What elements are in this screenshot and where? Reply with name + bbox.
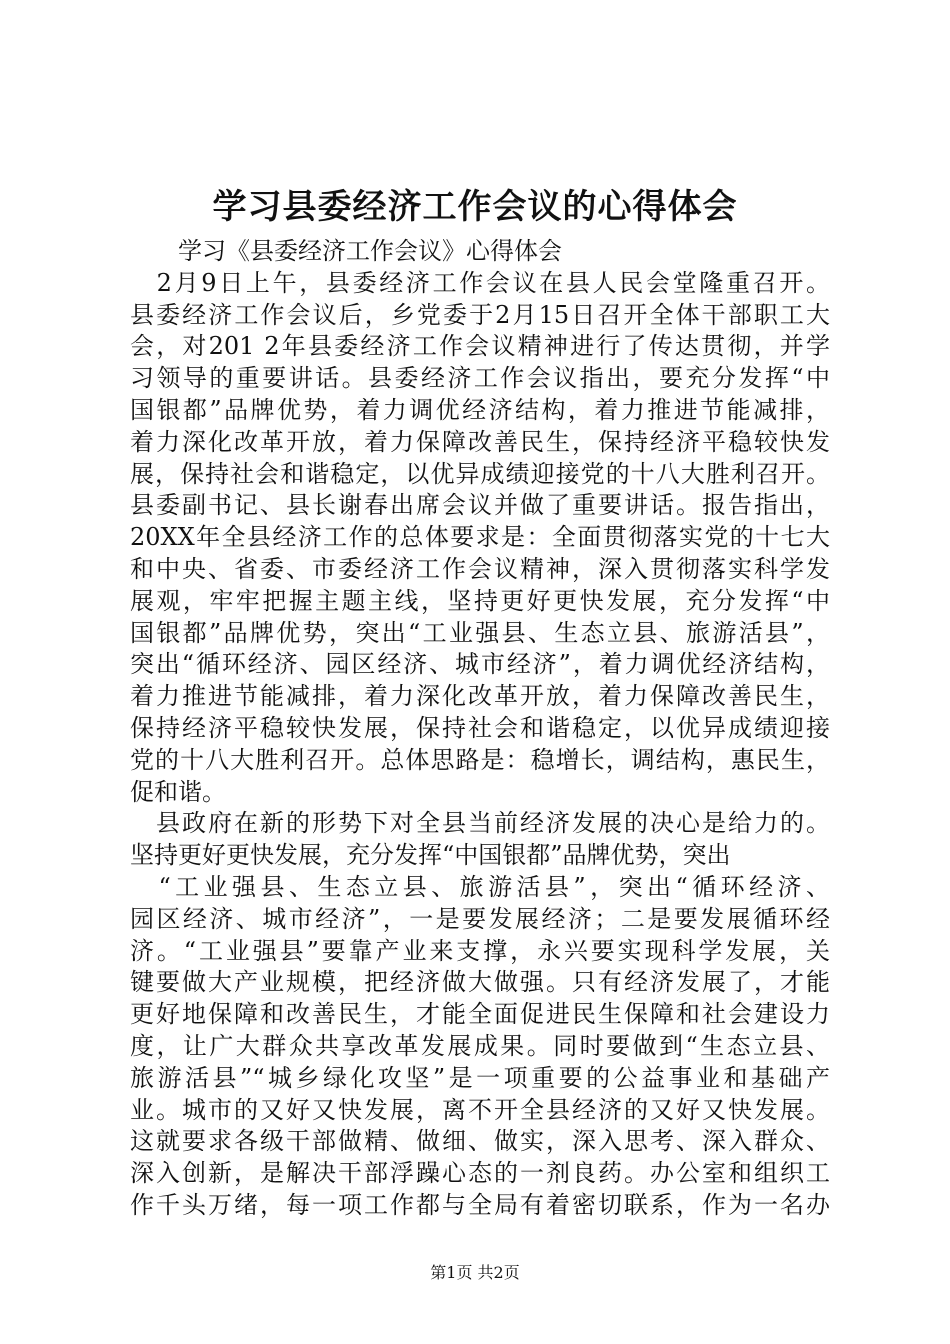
text-line: 展，保持社会和谐稳定，以优异成绩迎接党的十八大胜利召开。 xyxy=(130,459,830,488)
text-line: 国银都”品牌优势，突出“工业强县、生态立县、旅游活县”， xyxy=(130,618,830,647)
text-line: 度，让广大群众共享改革发展成果。同时要做到“生态立县、 xyxy=(130,1031,830,1060)
text-line: 展观，牢牢把握主题主线，坚持更好更快发展，充分发挥“中 xyxy=(130,586,830,615)
text-line: 着力深化改革开放，着力保障改善民生，保持经济平稳较快发 xyxy=(130,427,830,456)
text-line: 更好地保障和改善民生，才能全面促进民生保障和社会建设力 xyxy=(130,1000,830,1029)
text-line: 着力推进节能减排，着力深化改革开放，着力保障改善民生， xyxy=(130,682,830,711)
text-line: 园区经济、城市经济”，一是要发展经济；二是要发展循环经 xyxy=(130,904,830,933)
text-line: 2月9日上午，县委经济工作会议在县人民会堂隆重召开。 xyxy=(130,268,830,297)
text-line: 深入创新，是解决干部浮躁心态的一剂良药。办公室和组织工 xyxy=(130,1159,830,1188)
text-line: 业。城市的又好又快发展，离不开全县经济的又好又快发展。 xyxy=(130,1095,830,1124)
text-line: 国银都”品牌优势，着力调优经济结构，着力推进节能减排， xyxy=(130,395,830,424)
document-body xyxy=(130,236,830,1222)
text-line: 县委经济工作会议后，乡党委于2月15日召开全体干部职工大 xyxy=(130,300,830,329)
text-line: “工业强县、生态立县、旅游活县”，突出“循环经济、 xyxy=(130,872,830,901)
text-line: 县政府在新的形势下对全县当前经济发展的决心是给力的。 xyxy=(130,809,830,838)
text-line: 促和谐。 xyxy=(130,777,226,806)
text-line: 20XX年全县经济工作的总体要求是：全面贯彻落实党的十七大 xyxy=(130,523,830,552)
subtitle-line: 学习《县委经济工作会议》心得体会 xyxy=(130,237,562,265)
text-line: 坚持更好更快发展，充分发挥“中国银都”品牌优势，突出 xyxy=(130,841,731,870)
text-line: 键要做大产业规模，把经济做大做强。只有经济发展了，才能 xyxy=(130,968,830,997)
page-number-footer: 第1页 共2页 xyxy=(430,1263,520,1282)
text-line: 县委副书记、县长谢春出席会议并做了重要讲话。报告指出， xyxy=(130,491,830,520)
text-line: 旅游活县”“城乡绿化攻坚”是一项重要的公益事业和基础产 xyxy=(130,1063,830,1092)
text-line: 和中央、省委、市委经济工作会议精神，深入贯彻落实科学发 xyxy=(130,554,830,583)
document-title: 学习县委经济工作会议的心得体会 xyxy=(212,187,738,227)
text-line: 作千头万绪，每一项工作都与全局有着密切联系，作为一名办 xyxy=(130,1190,830,1219)
text-line: 习领导的重要讲话。县委经济工作会议指出，要充分发挥“中 xyxy=(130,364,830,393)
text-line: 保持经济平稳较快发展，保持社会和谐稳定，以优异成绩迎接 xyxy=(130,713,830,742)
text-line: 会，对201 2年县委经济工作会议精神进行了传达贯彻，并学 xyxy=(130,332,830,361)
text-line: 党的十八大胜利召开。总体思路是：稳增长，调结构，惠民生， xyxy=(130,745,830,774)
text-line: 突出“循环经济、园区经济、城市经济”，着力调优经济结构， xyxy=(130,650,830,679)
text-line: 这就要求各级干部做精、做细、做实，深入思考、深入群众、 xyxy=(130,1127,830,1156)
text-line: 济。“工业强县”要靠产业来支撑，永兴要实现科学发展，关 xyxy=(130,936,830,965)
